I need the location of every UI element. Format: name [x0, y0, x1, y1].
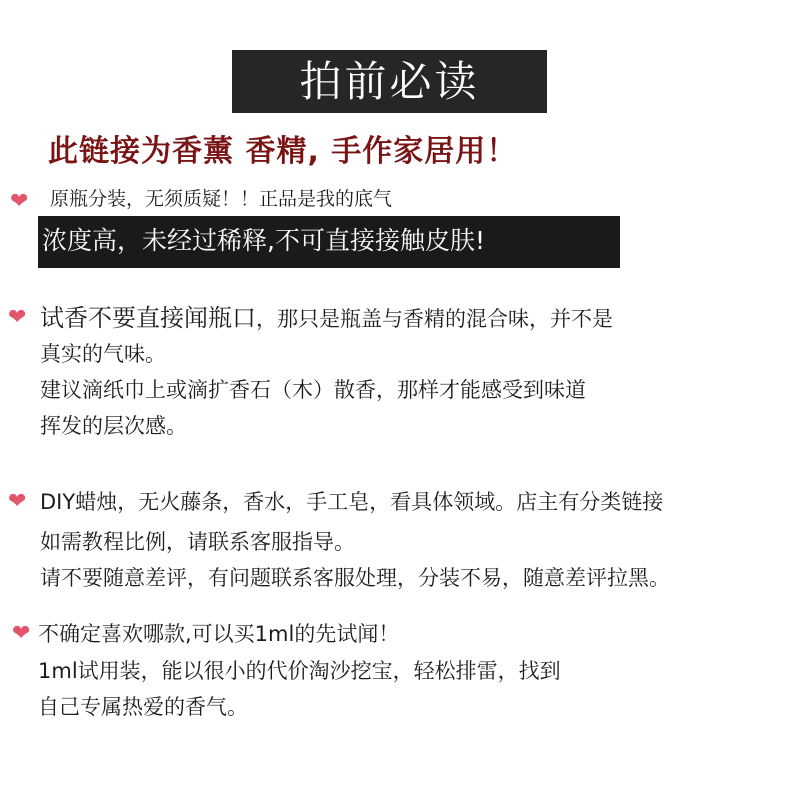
- trial-line-3: 自己专属热爱的香气。: [38, 695, 248, 719]
- heart-icon: ❤: [10, 189, 29, 214]
- test-scent-line-2: 真实的气味。: [40, 342, 166, 366]
- heart-icon: ❤: [12, 621, 31, 646]
- test-scent-line-4: 挥发的层次感。: [40, 414, 187, 438]
- diy-line-2: 如需教程比例，请联系客服指导。: [40, 530, 355, 554]
- trial-line-1: 不确定喜欢哪款,可以买1ml的先试闻！: [38, 622, 400, 646]
- heart-icon: ❤: [8, 489, 27, 514]
- headline: 此链接为香薰 香精, 手作家居用！: [48, 134, 518, 169]
- test-scent-line-3: 建议滴纸巾上或滴扩香石（木）散香，那样才能感受到味道: [40, 378, 586, 402]
- test-scent-line-1: [40, 304, 613, 333]
- warning-banner: 浓度高，未经过稀释,不可直接接触皮肤!: [38, 216, 620, 268]
- authenticity-note: 原瓶分装，无须质疑！！正品是我的底气: [50, 188, 393, 210]
- test-scent-lead: 试香不要直接闻瓶口: [40, 304, 256, 332]
- diy-line-1: DIY蜡烛，无火藤条，香水，手工皂，看具体领域。店主有分类链接: [40, 490, 664, 514]
- diy-line-3: 请不要随意差评，有问题联系客服处理，分装不易，随意差评拉黑。: [40, 566, 670, 590]
- trial-line-2: 1ml试用装，能以很小的代价淘沙挖宝，轻松排雷，找到: [38, 659, 561, 683]
- page-title: 拍前必读: [232, 50, 547, 113]
- heart-icon: ❤: [8, 305, 27, 330]
- test-scent-line-1-rest: ，那只是瓶盖与香精的混合味，并不是: [256, 307, 613, 331]
